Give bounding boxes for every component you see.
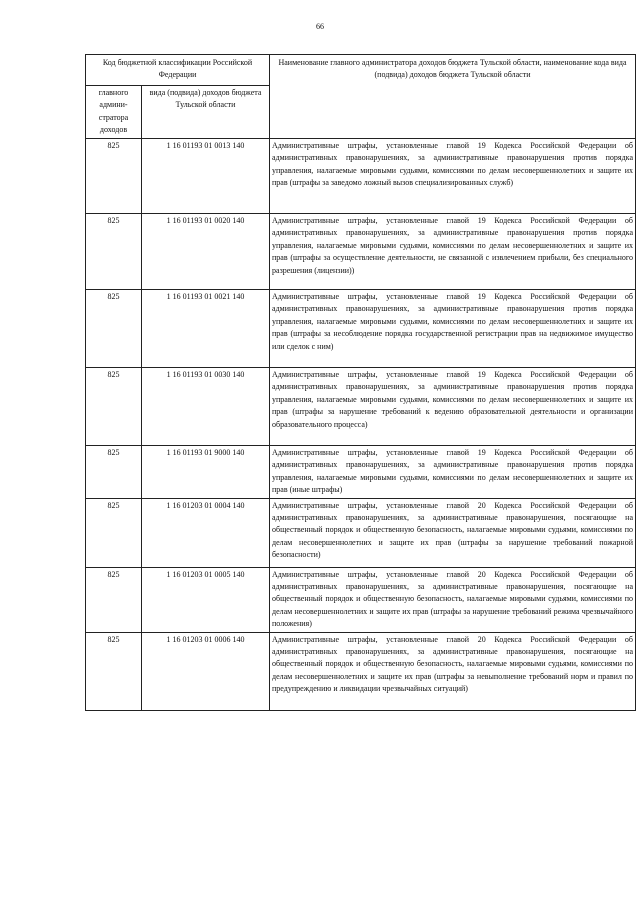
header-name: Наименование главного администратора доходов бюджета Тульской области, наименование кода вида (подвида) доходов бюджета Тульской области: [270, 55, 636, 139]
budget-classification-table: [85, 54, 636, 711]
income-code: 1 16 01203 01 0006 140: [142, 632, 270, 710]
income-code: 1 16 01193 01 0021 140: [142, 290, 270, 368]
admin-code: 825: [86, 567, 142, 632]
income-description: Административные штрафы, установленные главой 20 Кодекса Российской Федерации об административных правонарушениях, за административные правонарушения, посягающие на общественный порядок и общественную безопасность, налагаемые мировыми судьями, комиссиями по делам несовершеннолетних и защите их прав (штрафы за невыполнение требований норм и правил по предупреждению и ликвидации чрезвычайных ситуаций): [270, 632, 636, 710]
table-row: [86, 290, 636, 368]
income-description: Административные штрафы, установленные главой 20 Кодекса Российской Федерации об административных правонарушениях, за административные правонарушения, посягающие на общественный порядок и общественную безопасность, налагаемые мировыми судьями, комиссиями по делам несовершеннолетних и защите их прав (штрафы за нарушение требований режима чрезвычайного положения): [270, 567, 636, 632]
income-code: 1 16 01193 01 0020 140: [142, 214, 270, 290]
header-code-group: Код бюджетной классификации Российской Федерации: [86, 55, 270, 86]
header-type-column: вида (подвида) доходов бюджета Тульской области: [142, 86, 270, 139]
admin-code: 825: [86, 368, 142, 446]
income-code: 1 16 01193 01 9000 140: [142, 446, 270, 499]
income-code: 1 16 01193 01 0030 140: [142, 368, 270, 446]
income-description: Административные штрафы, установленные главой 19 Кодекса Российской Федерации об административных правонарушениях, за административные правонарушения против порядка управления, налагаемые мировыми судьями, комиссиями по делам несовершеннолетних и защите их прав (штрафы за несоблюдение порядка государственной регистрации прав на недвижимое имущество или сделок с ним): [270, 290, 636, 368]
income-description: Административные штрафы, установленные главой 19 Кодекса Российской Федерации об административных правонарушениях, за административные правонарушения против порядка управления, налагаемые мировыми судьями, комиссиями по делам несовершеннолетних и защите их прав (иные штрафы): [270, 446, 636, 499]
table-row: [86, 446, 636, 499]
income-description: Административные штрафы, установленные главой 19 Кодекса Российской Федерации об административных правонарушениях, за административные правонарушения против порядка управления, налагаемые мировыми судьями, комиссиями по делам несовершеннолетних и защите их прав (штрафы за нарушение требований к ведению образовательной деятельности и организации образовательного процесса): [270, 368, 636, 446]
page-number: 66: [316, 22, 324, 31]
table-row: [86, 139, 636, 214]
admin-code: 825: [86, 498, 142, 567]
income-code: 1 16 01203 01 0005 140: [142, 567, 270, 632]
income-description: Административные штрафы, установленные главой 20 Кодекса Российской Федерации об административных правонарушениях, за административные правонарушения, посягающие на общественный порядок и общественную безопасность, налагаемые мировыми судьями, комиссиями по делам несовершеннолетних и защите их прав (штрафы за нарушение требований пожарной безопасности): [270, 498, 636, 567]
table-row: [86, 368, 636, 446]
table-header-row: [86, 55, 636, 86]
income-description: Административные штрафы, установленные главой 19 Кодекса Российской Федерации об административных правонарушениях, за административные правонарушения против порядка управления, налагаемые мировыми судьями, комиссиями по делам несовершеннолетних и защите их прав (штрафы за осуществление деятельности, не связанной с извлечением прибыли, без специального разрешения (лицензии)): [270, 214, 636, 290]
admin-code: 825: [86, 446, 142, 499]
income-description: Административные штрафы, установленные главой 19 Кодекса Российской Федерации об административных правонарушениях, за административные правонарушения против порядка управления, налагаемые мировыми судьями, комиссиями по делам несовершеннолетних и защите их прав (штрафы за заведомо ложный вызов специализированных служб): [270, 139, 636, 214]
admin-code: 825: [86, 139, 142, 214]
admin-code: 825: [86, 214, 142, 290]
table-row: [86, 632, 636, 710]
table-row: [86, 214, 636, 290]
income-code: 1 16 01193 01 0013 140: [142, 139, 270, 214]
table-row: [86, 567, 636, 632]
table-row: [86, 498, 636, 567]
header-admin-column: главного админи-стратора доходов: [86, 86, 142, 139]
admin-code: 825: [86, 632, 142, 710]
admin-code: 825: [86, 290, 142, 368]
income-code: 1 16 01203 01 0004 140: [142, 498, 270, 567]
